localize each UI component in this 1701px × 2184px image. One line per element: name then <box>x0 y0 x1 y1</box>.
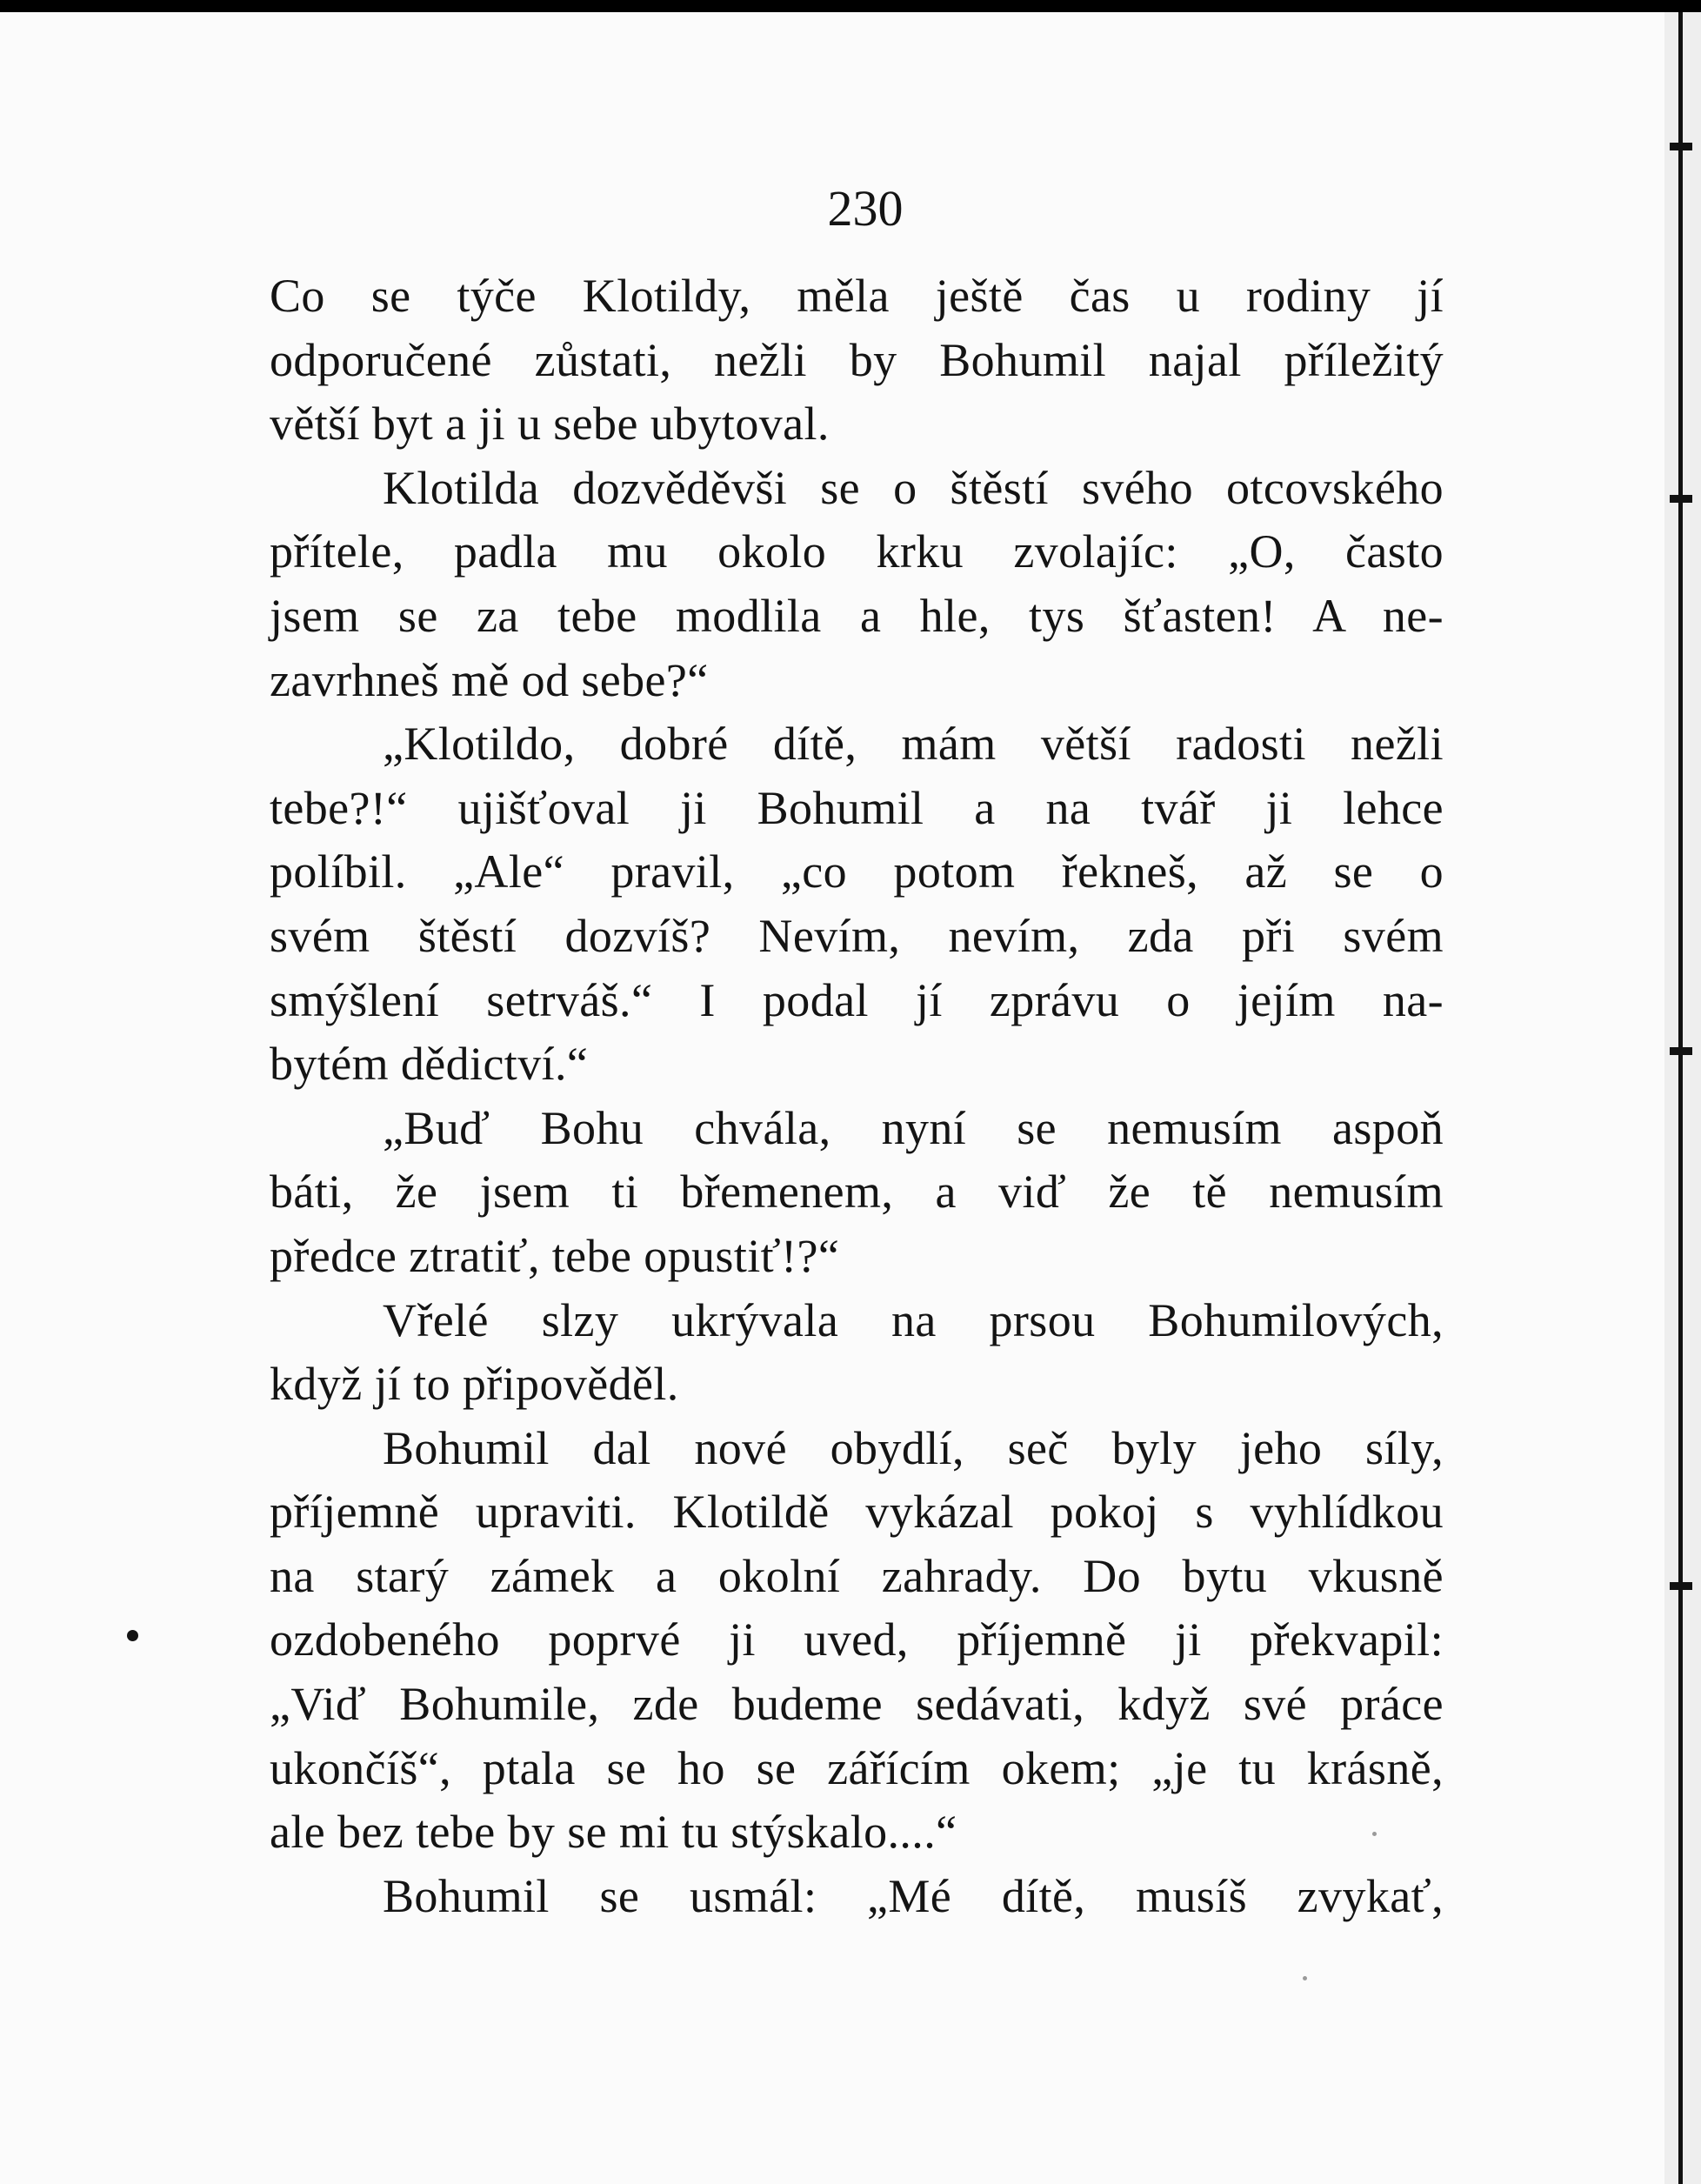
text-line: Bohumil se usmál: „Mé dítě, musíš zvykať, <box>383 1869 1444 1922</box>
text-line: ozdobeného poprvé ji uved, příjemně ji překvapil: <box>270 1613 1444 1666</box>
text-line: ale bez tebe by se mi tu stýskalo....“ <box>270 1806 957 1859</box>
text-line: předce ztratiť, tebe opustiť!?“ <box>270 1229 840 1282</box>
binding-mark <box>1670 143 1692 150</box>
text-line: svém štěstí dozvíš? Nevím, nevím, zda při svém <box>270 909 1444 962</box>
text-line: políbil. „Ale“ pravil, „co potom řekneš, až se o <box>270 845 1444 898</box>
body-text <box>270 264 1444 1928</box>
binding-line <box>1678 12 1683 2184</box>
text-line: přítele, padla mu okolo krku zvolajíc: „O, často <box>270 525 1444 578</box>
text-line: tebe?!“ ujišťoval ji Bohumil a na tvář ji lehce <box>270 781 1444 834</box>
text-line: „Buď Bohu chvála, nyní se nemusím aspoň <box>383 1101 1444 1154</box>
text-line: Bohumil dal nové obydlí, seč byly jeho síly, <box>383 1421 1444 1474</box>
text-line: odporučené zůstati, nežli by Bohumil najal příležitý <box>270 333 1444 386</box>
text-line: ukončíš“, ptala se ho se zářícím okem; „je tu krásně, <box>270 1741 1444 1794</box>
page-edge-binding <box>1664 12 1701 2184</box>
margin-dot-mark <box>127 1630 138 1641</box>
text-line: když jí to připověděl. <box>270 1358 679 1411</box>
text-line: „Viď Bohumile, zde budeme sedávati, když své práce <box>270 1678 1444 1731</box>
text-line: „Klotildo, dobré dítě, mám větší radosti nežli <box>383 718 1444 771</box>
text-line: jsem se za tebe modlila a hle, tys šťasten! A ne- <box>270 589 1444 642</box>
text-line: větší byt a ji u sebe ubytoval. <box>270 397 830 451</box>
paper-speck <box>1372 1832 1377 1836</box>
text-line: smýšlení setrváš.“ I podal jí zprávu o jejím na- <box>270 973 1444 1026</box>
text-line: Vřelé slzy ukrývala na prsou Bohumilových, <box>383 1293 1444 1346</box>
text-line: bytém dědictví.“ <box>270 1038 589 1091</box>
binding-mark <box>1670 495 1692 503</box>
binding-mark <box>1670 1582 1692 1590</box>
text-line: báti, že jsem ti břemenem, a viď že tě nemusím <box>270 1165 1444 1219</box>
text-line: zavrhneš mě od sebe?“ <box>270 653 709 706</box>
text-line: příjemně upraviti. Klotildě vykázal pokoj s vyhlídkou <box>270 1486 1444 1539</box>
text-line: Klotilda dozvěděvši se o štěstí svého otcovského <box>383 461 1444 514</box>
text-line: na starý zámek a okolní zahrady. Do bytu vkusně <box>270 1549 1444 1602</box>
text-line: Co se týče Klotildy, měla ještě čas u rodiny jí <box>270 270 1444 322</box>
paper-speck <box>1303 1976 1307 1980</box>
binding-mark <box>1670 1047 1692 1055</box>
book-page <box>0 12 1664 2184</box>
page-number: 230 <box>827 180 904 237</box>
